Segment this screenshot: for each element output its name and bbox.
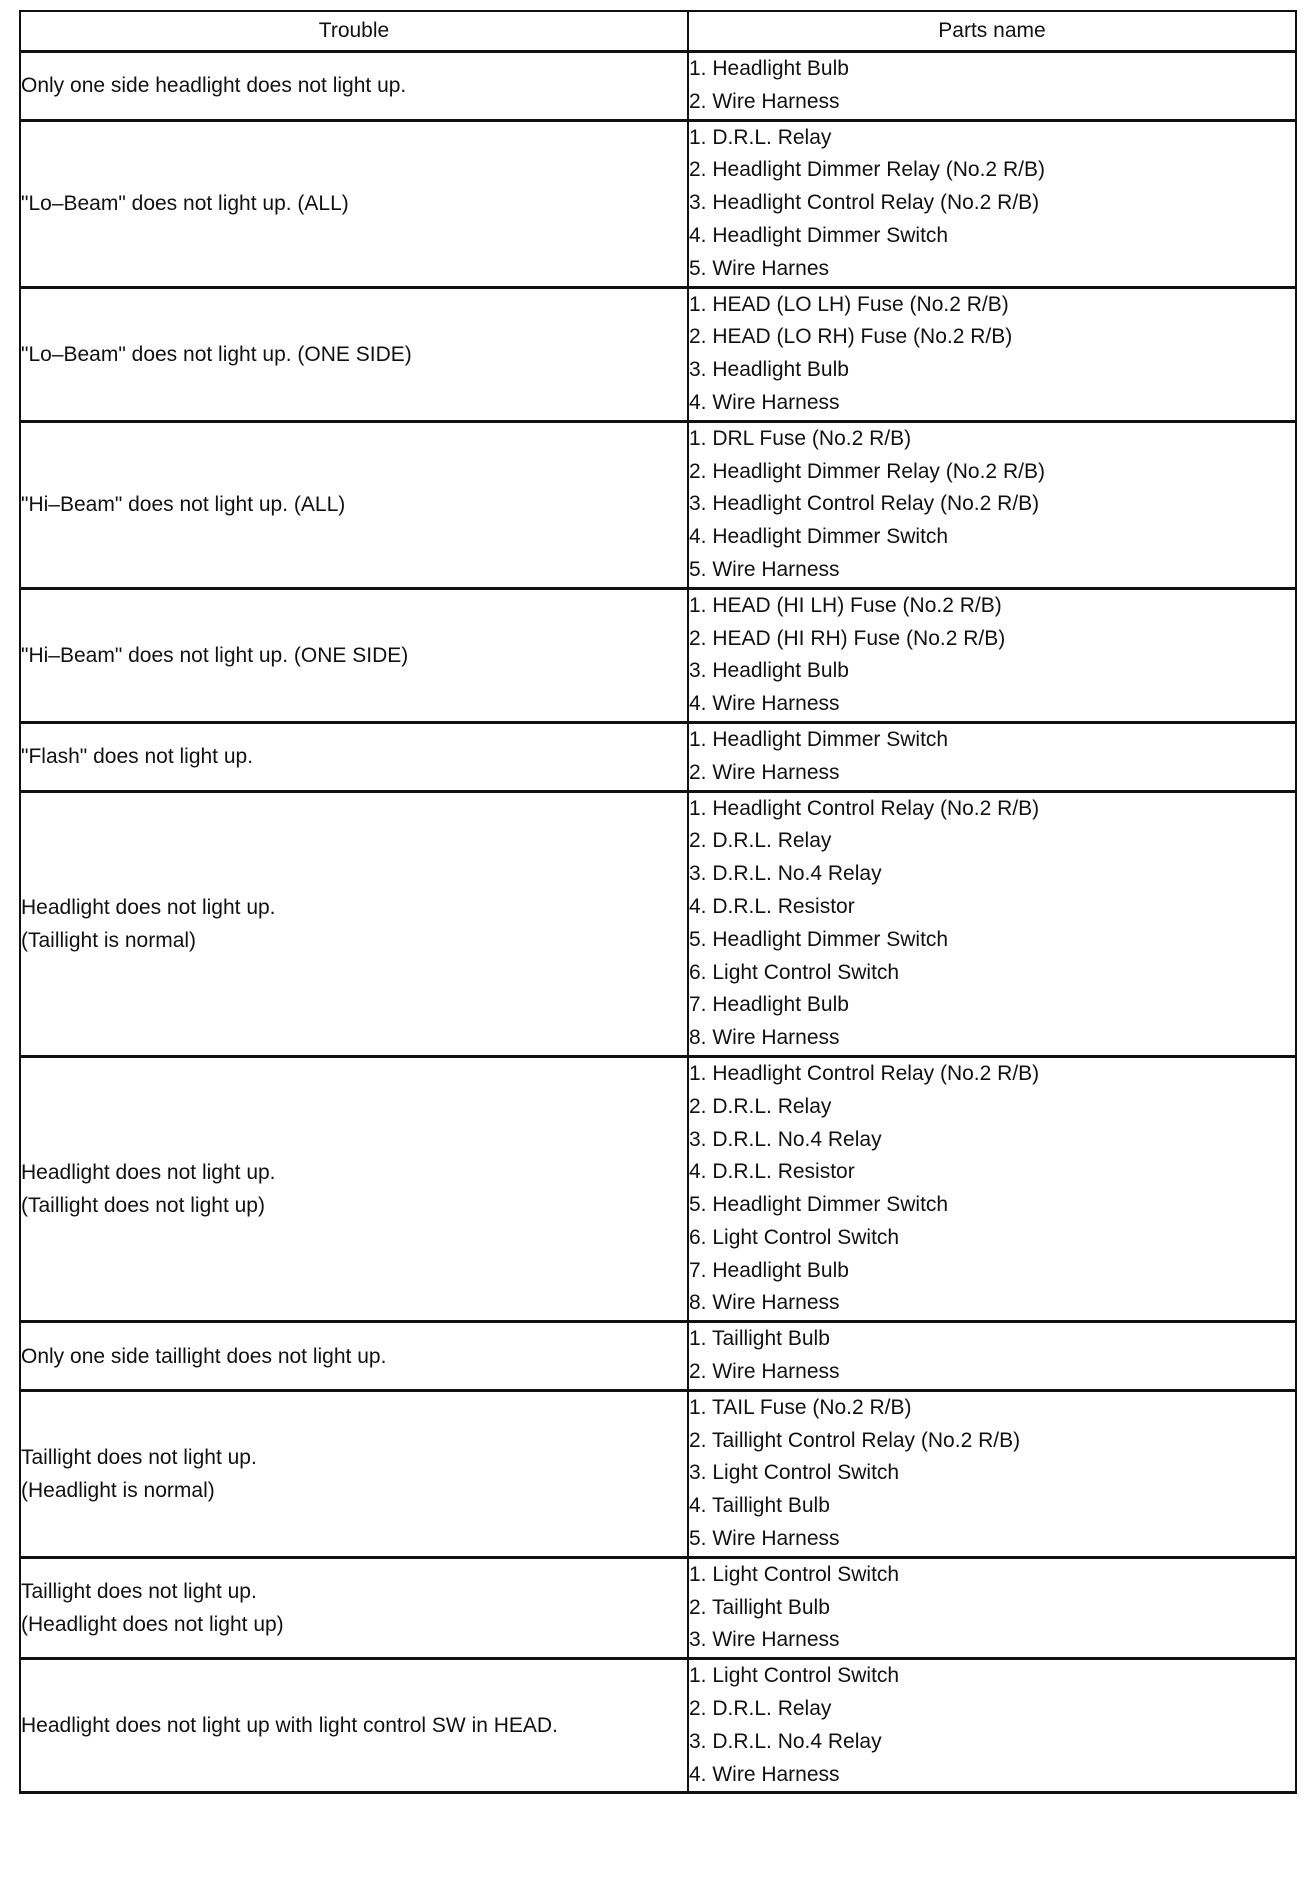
trouble-text: Taillight does not light up. [21, 1445, 257, 1469]
part-item: 6. Light Control Switch [689, 960, 900, 984]
part-item: 3. D.R.L. No.4 Relay [689, 1729, 882, 1753]
table-row [20, 1056, 1296, 1321]
table-row [20, 1322, 1296, 1391]
trouble-text: Taillight does not light up. [21, 1580, 257, 1604]
trouble-cell [20, 120, 688, 287]
part-item: 2. Wire Harness [689, 760, 840, 784]
part-item: 1. Light Control Switch [689, 1664, 900, 1688]
table-row [20, 588, 1296, 722]
trouble-cell [20, 1056, 688, 1321]
part-item: 2. Headlight Dimmer Relay (No.2 R/B) [689, 158, 1045, 182]
parts-cell [688, 791, 1296, 1056]
part-item: 2. D.R.L. Relay [689, 1094, 832, 1118]
parts-cell [688, 1056, 1296, 1321]
part-item: 2. Headlight Dimmer Relay (No.2 R/B) [689, 459, 1045, 483]
part-item: 3. D.R.L. No.4 Relay [689, 862, 882, 886]
part-item: 1. HEAD (LO LH) Fuse (No.2 R/B) [689, 292, 1009, 316]
part-item: 2. Taillight Bulb [689, 1595, 830, 1619]
table-row [20, 791, 1296, 1056]
part-item: 2. Wire Harness [689, 1360, 840, 1384]
part-item: 6. Light Control Switch [689, 1225, 900, 1249]
part-item: 4. Headlight Dimmer Switch [689, 223, 949, 247]
trouble-text: Headlight does not light up. [21, 895, 276, 919]
header-row [20, 11, 1296, 52]
part-item: 1. Light Control Switch [689, 1562, 900, 1586]
part-item: 1. D.R.L. Relay [689, 125, 832, 149]
part-item: 8. Wire Harness [689, 1026, 840, 1050]
part-item: 3. Wire Harness [689, 1628, 840, 1652]
trouble-text: Headlight does not light up with light control SW in HEAD. [21, 1714, 558, 1738]
parts-cell [688, 1659, 1296, 1793]
part-item: 2. D.R.L. Relay [689, 829, 832, 853]
part-item: 3. Headlight Bulb [689, 358, 849, 382]
part-item: 3. Headlight Bulb [689, 659, 849, 683]
part-item: 4. Headlight Dimmer Switch [689, 525, 949, 549]
trouble-cell [20, 287, 688, 421]
trouble-text: "Hi–Beam" does not light up. (ALL) [21, 493, 346, 517]
part-item: 4. Taillight Bulb [689, 1494, 830, 1518]
part-item: 1. Headlight Control Relay (No.2 R/B) [689, 796, 1040, 820]
trouble-text: "Lo–Beam" does not light up. (ONE SIDE) [21, 342, 412, 366]
table-row [20, 722, 1296, 791]
part-item: 7. Headlight Bulb [689, 1258, 849, 1282]
part-item: 2. Taillight Control Relay (No.2 R/B) [689, 1428, 1021, 1452]
parts-cell [688, 588, 1296, 722]
parts-cell [688, 1557, 1296, 1658]
part-item: 3. Headlight Control Relay (No.2 R/B) [689, 492, 1040, 516]
parts-cell [688, 287, 1296, 421]
parts-name-column-header: Parts name [688, 11, 1296, 52]
part-item: 1. Headlight Dimmer Switch [689, 727, 949, 751]
trouble-cell [20, 1557, 688, 1658]
trouble-column-header: Trouble [20, 11, 688, 52]
part-item: 2. D.R.L. Relay [689, 1697, 832, 1721]
trouble-cell [20, 588, 688, 722]
part-item: 1. Headlight Control Relay (No.2 R/B) [689, 1061, 1040, 1085]
parts-cell [688, 1322, 1296, 1391]
parts-cell [688, 120, 1296, 287]
part-item: 5. Headlight Dimmer Switch [689, 1193, 949, 1217]
table-row [20, 287, 1296, 421]
table-row [20, 421, 1296, 588]
table-row [20, 1390, 1296, 1557]
part-item: 5. Headlight Dimmer Switch [689, 927, 949, 951]
trouble-text: Headlight does not light up. [21, 1161, 276, 1185]
trouble-cell [20, 722, 688, 791]
trouble-cell [20, 1659, 688, 1793]
part-item: 2. HEAD (HI RH) Fuse (No.2 R/B) [689, 626, 1006, 650]
trouble-text: "Lo–Beam" does not light up. (ALL) [21, 192, 349, 216]
trouble-text: Only one side headlight does not light up. [21, 74, 407, 98]
trouble-text: (Headlight is normal) [21, 1478, 215, 1502]
part-item: 4. Wire Harness [689, 692, 840, 716]
part-item: 3. Headlight Control Relay (No.2 R/B) [689, 191, 1040, 215]
part-item: 4. D.R.L. Resistor [689, 1160, 855, 1184]
part-item: 4. Wire Harness [689, 1762, 840, 1786]
trouble-parts-table [19, 10, 1297, 1794]
trouble-cell [20, 52, 688, 121]
trouble-cell [20, 791, 688, 1056]
part-item: 5. Wire Harness [689, 557, 840, 581]
table-row [20, 1659, 1296, 1793]
trouble-text: "Hi–Beam" does not light up. (ONE SIDE) [21, 643, 409, 667]
table-row [20, 1557, 1296, 1658]
parts-cell [688, 421, 1296, 588]
troubleshooting-document [19, 10, 1295, 1794]
trouble-cell [20, 421, 688, 588]
part-item: 3. D.R.L. No.4 Relay [689, 1127, 882, 1151]
table-row [20, 52, 1296, 121]
trouble-text: (Taillight is normal) [21, 928, 197, 952]
part-item: 2. Wire Harness [689, 89, 840, 113]
part-item: 5. Wire Harnes [689, 256, 830, 280]
part-item: 1. HEAD (HI LH) Fuse (No.2 R/B) [689, 593, 1002, 617]
part-item: 4. Wire Harness [689, 390, 840, 414]
part-item: 1. DRL Fuse (No.2 R/B) [689, 426, 912, 450]
trouble-text: Only one side taillight does not light up. [21, 1344, 387, 1368]
part-item: 1. TAIL Fuse (No.2 R/B) [689, 1395, 912, 1419]
parts-cell [688, 52, 1296, 121]
part-item: 7. Headlight Bulb [689, 993, 849, 1017]
part-item: 4. D.R.L. Resistor [689, 894, 855, 918]
trouble-cell [20, 1322, 688, 1391]
part-item: 1. Headlight Bulb [689, 57, 849, 80]
parts-cell [688, 722, 1296, 791]
part-item: 8. Wire Harness [689, 1291, 840, 1315]
table-body [20, 52, 1296, 1793]
table-header [20, 11, 1296, 52]
trouble-text: (Taillight does not light up) [21, 1194, 265, 1218]
table-row [20, 120, 1296, 287]
trouble-cell [20, 1390, 688, 1557]
trouble-text: "Flash" does not light up. [21, 745, 254, 769]
trouble-text: (Headlight does not light up) [21, 1613, 284, 1637]
part-item: 5. Wire Harness [689, 1527, 840, 1551]
parts-cell [688, 1390, 1296, 1557]
part-item: 1. Taillight Bulb [689, 1327, 830, 1351]
part-item: 3. Light Control Switch [689, 1461, 900, 1485]
part-item: 2. HEAD (LO RH) Fuse (No.2 R/B) [689, 325, 1013, 349]
